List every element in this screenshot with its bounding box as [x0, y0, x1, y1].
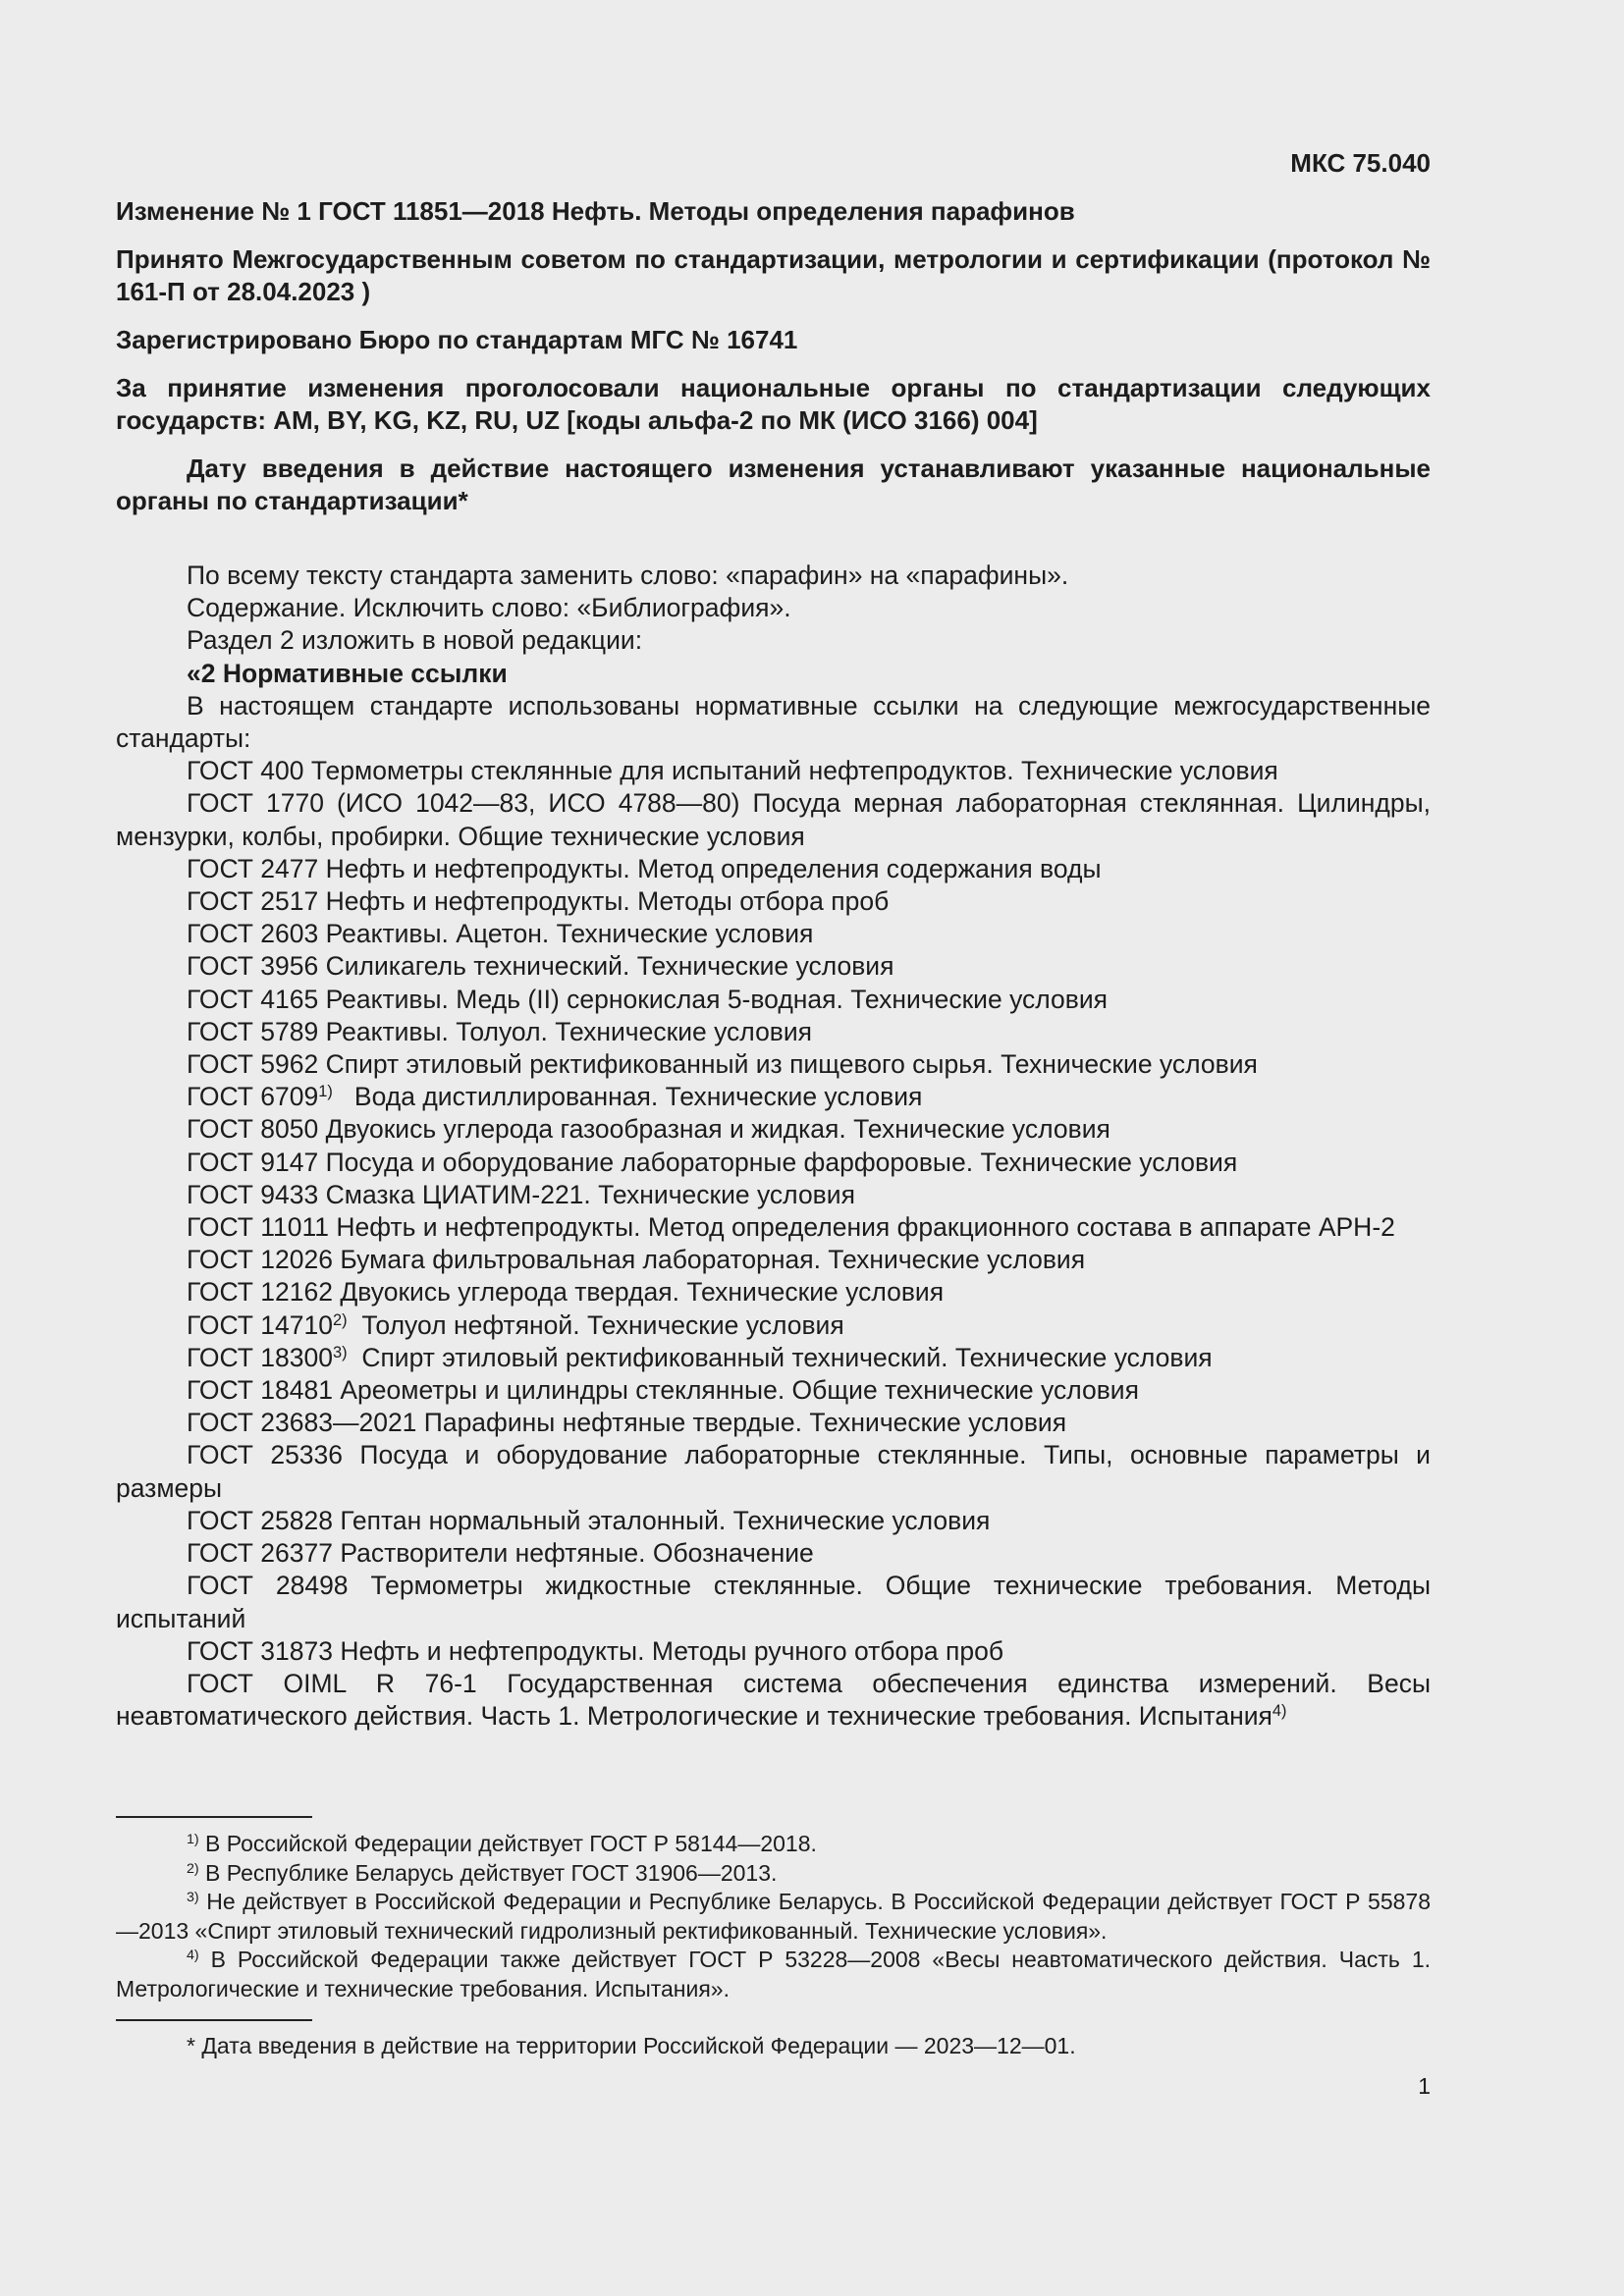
footnote-marker: 3)	[187, 1890, 199, 1906]
reference-item: ГОСТ 25336 Посуда и оборудование лабораторные стеклянные. Типы, основные параметры и размеры	[116, 1440, 1431, 1503]
reference-item: ГОСТ 12162 Двуокись углерода твердая. Технические условия	[187, 1277, 945, 1308]
footnotes	[116, 1830, 1431, 2003]
reference-designation: ГОСТ 6709	[187, 1082, 319, 1112]
section-heading: «2 Нормативные ссылки	[187, 658, 508, 688]
footnote-item	[116, 1946, 1431, 2003]
reference-title: Спирт этиловый ректификованный технический. Технические условия	[347, 1342, 1213, 1372]
footnote-marker: 4)	[1272, 1702, 1287, 1721]
reference-item: ГОСТ 28498 Термометры жидкостные стеклянные. Общие технические требования. Методы испытаний	[116, 1571, 1431, 1633]
footnote-marker: 3)	[332, 1343, 348, 1362]
document-header	[116, 195, 1431, 517]
reference-item: ГОСТ 2477 Нефть и нефтепродукты. Метод определения содержания воды	[187, 853, 1102, 883]
reference-item: ГОСТ 26377 Растворители нефтяные. Обозначение	[187, 1538, 814, 1569]
reference-item: ГОСТ 5962 Спирт этиловый ректификованный из пищевого сырья. Технические условия	[187, 1049, 1258, 1080]
page-number: 1	[1418, 2073, 1431, 2099]
reference-item: ГОСТ 25828 Гептан нормальный эталонный. Технические условия	[187, 1505, 991, 1535]
footnote-text: В Российской Федерации также действует ГОСТ Р 53228—2008 «Весы неавтоматического действия. Часть 1. Метрологические и технические требования. Испытания».	[116, 1947, 1431, 2002]
footnote-marker: 1)	[318, 1083, 333, 1101]
reference-item	[116, 1342, 1431, 1374]
star-footnote: * Дата введения в действие на территории Российской Федерации — 2023—12—01.	[187, 2033, 1076, 2058]
accepted-statement: Принято Межгосударственным советом по стандартизации, метрологии и сертификации (протокол № 161-П от 28.04.2023 )	[116, 244, 1431, 306]
reference-item: ГОСТ 5789 Реактивы. Толуол. Технические условия	[187, 1016, 813, 1046]
reference-item: ГОСТ 1770 (ИСО 1042—83, ИСО 4788—80) Посуда мерная лабораторная стеклянная. Цилиндры, мензурки, колбы, пробирки. Общие технические условия	[116, 788, 1431, 851]
reference-item	[116, 1309, 1431, 1342]
reference-item: ГОСТ 400 Термометры стеклянные для испытаний нефтепродуктов. Технические условия	[187, 756, 1278, 786]
references-intro: В настоящем стандарте использованы нормативные ссылки на следующие межгосударственные стандарты:	[116, 690, 1431, 754]
body-line-1: По всему тексту стандарта заменить слово: «парафин» на «парафины».	[187, 561, 1069, 590]
mks-code: МКС 75.040	[1290, 148, 1431, 178]
reference-item: ГОСТ 8050 Двуокись углерода газообразная и жидкая. Технические условия	[187, 1114, 1110, 1145]
body-line-3: Раздел 2 изложить в новой редакции:	[187, 625, 643, 656]
reference-designation: ГОСТ OIML R 76-1 Государственная система обеспечения единства измерений. Весы неавтоматического действия. Часть 1. Метрологические и технические требования. Испытания	[116, 1668, 1431, 1732]
reference-item: ГОСТ 9433 Смазка ЦИАТИМ-221. Технические условия	[187, 1179, 855, 1209]
footnote-marker: 4)	[187, 1948, 199, 1964]
reference-designation: ГОСТ 14710	[187, 1309, 333, 1340]
footnote-item	[116, 1888, 1431, 1946]
reference-item: ГОСТ 2517 Нефть и нефтепродукты. Методы отбора проб	[187, 886, 890, 917]
amendment-title: Изменение № 1 ГОСТ 11851—2018 Нефть. Методы определения парафинов	[116, 196, 1075, 226]
reference-item	[116, 1668, 1431, 1733]
reference-item: ГОСТ 31873 Нефть и нефтепродукты. Методы ручного отбора проб	[187, 1635, 1004, 1666]
reference-list	[116, 755, 1431, 1733]
reference-item: ГОСТ 23683—2021 Парафины нефтяные твердые. Технические условия	[187, 1408, 1067, 1438]
reference-item: ГОСТ 3956 Силикагель технический. Технические условия	[187, 951, 894, 982]
star-note-separator	[116, 2019, 312, 2021]
footnote-marker: 1)	[187, 1832, 199, 1848]
reference-item: ГОСТ 4165 Реактивы. Медь (II) сернокислая 5-водная. Технические условия	[187, 984, 1108, 1014]
footnote-text: Не действует в Российской Федерации и Республике Беларусь. В Российской Федерации действует ГОСТ Р 55878—2013 «Спирт этиловый технический гидролизный ректификованный. Технические условия».	[116, 1889, 1431, 1944]
reference-title: Вода дистиллированная. Технические условия	[332, 1082, 923, 1112]
footnote-marker: 2)	[187, 1860, 199, 1877]
voting-statement: За принятие изменения проголосовали национальные органы по стандартизации следующих государств: AM, BY, KG, KZ, RU, UZ [коды альфа-2 по МК (ИСО 3166) 004]	[116, 373, 1431, 435]
reference-item: ГОСТ 11011 Нефть и нефтепродукты. Метод определения фракционного состава в аппарате АРН-2	[187, 1212, 1395, 1243]
registration-statement: Зарегистрировано Бюро по стандартам МГС № 16741	[116, 325, 798, 354]
footnote-item	[116, 1830, 1431, 1859]
body-line-2: Содержание. Исключить слово: «Библиография».	[187, 593, 791, 623]
reference-item: ГОСТ 2603 Реактивы. Ацетон. Технические условия	[187, 919, 814, 949]
footnote-marker: 2)	[332, 1310, 348, 1329]
reference-item	[116, 1081, 1431, 1113]
reference-item: ГОСТ 9147 Посуда и оборудование лабораторные фарфоровые. Технические условия	[187, 1147, 1238, 1177]
effective-date-statement: Дату введения в действие настоящего изменения устанавливают указанные национальные органы по стандартизации*	[116, 454, 1431, 515]
reference-designation: ГОСТ 18300	[187, 1342, 333, 1372]
footnote-item	[116, 1859, 1431, 1889]
footnote-text: В Республике Беларусь действует ГОСТ 31906—2013.	[198, 1859, 778, 1886]
footnote-separator	[116, 1816, 312, 1818]
reference-title: Толуол нефтяной. Технические условия	[347, 1309, 844, 1340]
footnote-text: В Российской Федерации действует ГОСТ Р 58144—2018.	[198, 1831, 817, 1856]
amendment-body	[116, 560, 1431, 1733]
reference-item: ГОСТ 18481 Ареометры и цилиндры стеклянные. Общие технические условия	[187, 1375, 1139, 1406]
reference-item: ГОСТ 12026 Бумага фильтровальная лабораторная. Технические условия	[187, 1245, 1086, 1275]
